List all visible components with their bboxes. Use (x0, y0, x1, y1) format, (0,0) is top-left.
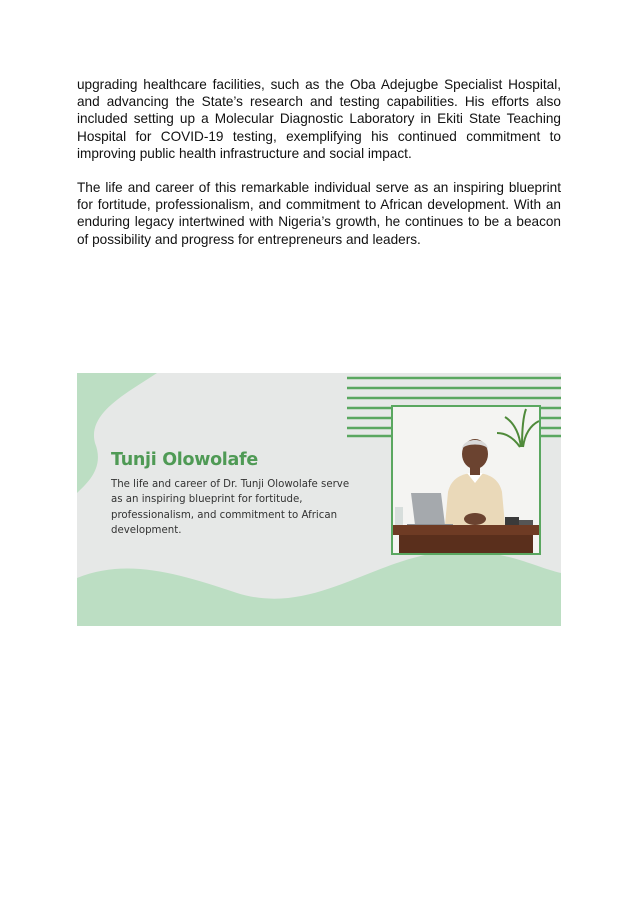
banner-title: Tunji Olowolafe (111, 450, 258, 470)
paragraph-healthcare: upgrading healthcare facilities, such as the Oba Adejugbe Specialist Hospital, and advancing the State’s research and testing capabilities. His efforts also included setting up a Molecular Diagnostic Laboratory in Ekiti State Teaching Hospital for COVID-19 testing, exemplifying his continued commitment to improving public health infrastructure and social impact. (77, 77, 561, 161)
banner-description: The life and career of Dr. Tunji Olowolafe serve as an inspiring blueprint for fortitude, professionalism, and commitment to African development. (111, 479, 350, 536)
portrait-photo (391, 405, 541, 555)
profile-banner (77, 373, 561, 626)
paragraph-legacy: The life and career of this remarkable individual serve as an inspiring blueprint for fortitude, professionalism, and commitment to African development. With an enduring legacy intertwined with Nigeria’s growth, he continues to be a beacon of possibility and progress for entrepreneurs and leaders. (77, 180, 561, 247)
body-text (77, 76, 561, 265)
